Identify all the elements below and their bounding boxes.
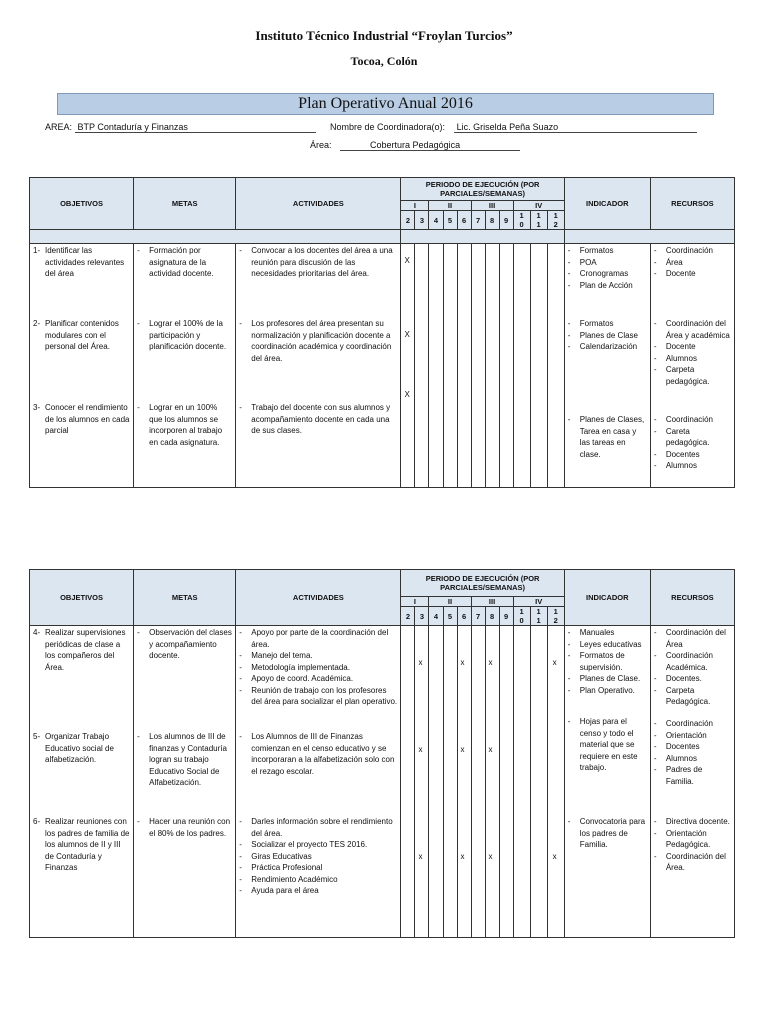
- parcial-ii: II: [429, 201, 471, 211]
- col-objetivos: OBJETIVOS: [30, 178, 134, 230]
- indicador-list: - Formatos - POA - Cronogramas - Plan de Acción: [567, 246, 633, 290]
- indicador-cell: [564, 626, 650, 938]
- objetivo-item: 2- Planificar contenidos modulares con el personal del Área.: [33, 319, 119, 351]
- x-mark: x: [552, 852, 557, 861]
- recursos-list: - Coordinación - Orientación - Docentes - Alumnos - Padres de Familia.: [653, 719, 713, 786]
- header-spacer: [564, 230, 734, 244]
- poa-table-2: [29, 569, 735, 938]
- week-col: [471, 244, 485, 488]
- week-col: [513, 626, 530, 938]
- parcial-iv: IV: [513, 201, 564, 211]
- indicador-list: - Formatos - Planes de Clase - Calendarización: [567, 319, 638, 351]
- header-spacer: [30, 230, 401, 244]
- week-label: 9: [499, 607, 513, 626]
- coordinator-label: Nombre de Coordinadora(o):: [330, 122, 446, 132]
- parcial-iii: III: [471, 597, 513, 607]
- x-mark: x: [460, 852, 465, 861]
- x-mark: X: [404, 256, 410, 265]
- parcial-i: I: [401, 597, 429, 607]
- col-periodo: PERIODO DE EJECUCIÓN (POR PARCIALES/SEMANAS): [401, 570, 564, 597]
- week-label: 9: [499, 211, 513, 230]
- actividades-cell: [236, 244, 401, 488]
- week-label: 5: [443, 211, 457, 230]
- recursos-list: - Coordinación del Área - Coordinación Académica. - Docentes. - Carpeta Pedagógica.: [653, 628, 726, 706]
- week-label: 2: [401, 211, 415, 230]
- coordinator-value: Lic. Griselda Peña Suazo: [454, 122, 697, 133]
- metas-cell: [134, 244, 236, 488]
- plan-title: Plan Operativo Anual 2016: [57, 93, 714, 115]
- week-col: [471, 626, 485, 938]
- col-actividades: ACTIVIDADES: [236, 178, 401, 230]
- actividades-cell: [236, 626, 401, 938]
- week-label: 7: [471, 607, 485, 626]
- objetivos-cell: [30, 626, 134, 938]
- indicador-list: - Planes de Clases, Tarea en casa y las tareas en clase.: [567, 415, 645, 459]
- week-label: 1 0: [513, 211, 530, 230]
- week-col: [415, 626, 429, 938]
- actividad-item: - Convocar a los docentes del área a una reunión para discusión de las necesidades prioritarias del área.: [239, 246, 393, 278]
- col-indicador: INDICADOR: [564, 570, 650, 626]
- week-col: [547, 626, 564, 938]
- recursos-list: - Coordinación - Careta pedagógica. - Docentes - Alumnos: [653, 415, 713, 470]
- week-col: [457, 244, 471, 488]
- area-value: BTP Contaduría y Finanzas: [75, 122, 316, 133]
- col-recursos: RECURSOS: [650, 178, 734, 230]
- week-label: 1 1: [530, 211, 547, 230]
- col-metas: METAS: [134, 178, 236, 230]
- week-col: [443, 626, 457, 938]
- actividad-list: - Darles información sobre el rendimiento del área. - Socializar el proyecto TES 2016. - Giras Educativas - Práctica Profesional - Rendimiento Académico - Ayuda para el área: [239, 817, 393, 895]
- recursos-list: - Coordinación del Área y académica - Docente - Alumnos - Carpeta pedagógica.: [653, 319, 730, 386]
- x-mark: x: [488, 745, 493, 754]
- area-label: AREA:: [45, 122, 73, 132]
- meta-item: - Hacer una reunión con el 80% de los padres.: [137, 817, 231, 838]
- parcial-iii: III: [471, 201, 513, 211]
- parcial-ii: II: [429, 597, 471, 607]
- x-mark: x: [418, 852, 423, 861]
- actividad-list: - Los Alumnos de III de Finanzas comienzan en el censo educativo y se incorporaran a la alfabetización solo con el rezago escolar.: [239, 732, 395, 776]
- x-mark: x: [460, 658, 465, 667]
- week-col: [530, 626, 547, 938]
- col-actividades: ACTIVIDADES: [236, 570, 401, 626]
- institution-name: Instituto Técnico Industrial “Froylan Turcios”: [255, 28, 513, 43]
- week-label: 7: [471, 211, 485, 230]
- week-col: [457, 626, 471, 938]
- parcial-i: I: [401, 201, 429, 211]
- area2-label: Área:: [310, 140, 332, 150]
- x-mark: x: [418, 745, 423, 754]
- week-label: 2: [401, 607, 415, 626]
- week-col: [547, 244, 564, 488]
- recursos-list: - Directiva docente. - Orientación Pedagógica. - Coordinación del Área.: [653, 817, 730, 872]
- objetivo-item: 1- Identificar las actividades relevantes del área: [33, 246, 125, 278]
- col-objetivos: OBJETIVOS: [30, 570, 134, 626]
- actividad-list: - Apoyo por parte de la coordinación del área. - Manejo del tema. - Metodología implementada. - Apoyo de coord. Académica. - Reunión de trabajo con los profesores del área para socializar el plan operativo.: [239, 628, 398, 706]
- col-indicador: INDICADOR: [564, 178, 650, 230]
- city-name: Tocoa, Colón: [350, 54, 418, 68]
- coordinator-line: [330, 122, 697, 133]
- x-mark: x: [488, 852, 493, 861]
- area2-value: Cobertura Pedagógica: [340, 140, 520, 151]
- objetivos-cell: [30, 244, 134, 488]
- week-label: 5: [443, 607, 457, 626]
- x-mark: x: [418, 658, 423, 667]
- indicador-list: - Convocatoria para los padres de Familia.: [567, 817, 646, 849]
- week-col: [499, 244, 513, 488]
- x-mark: x: [460, 745, 465, 754]
- objetivo-item: 3- Conocer el rendimiento de los alumnos en cada parcial: [33, 403, 130, 435]
- meta-item: - Formación por asignatura de la actividad docente.: [137, 246, 214, 278]
- poa-table-1: [29, 177, 735, 488]
- col-periodo: PERIODO DE EJECUCIÓN (POR PARCIALES/SEMANAS): [401, 178, 564, 201]
- week-label: 3: [415, 607, 429, 626]
- meta-item: - Lograr el 100% de la participación y planificación docente.: [137, 319, 227, 351]
- x-mark: X: [404, 390, 410, 399]
- x-mark: x: [552, 658, 557, 667]
- col-recursos: RECURSOS: [650, 570, 734, 626]
- recursos-list: - Coordinación - Área - Docente: [653, 246, 713, 278]
- week-label: 3: [415, 211, 429, 230]
- recursos-cell: [650, 626, 734, 938]
- week-label: 4: [429, 211, 443, 230]
- col-metas: METAS: [134, 570, 236, 626]
- week-col: [443, 244, 457, 488]
- week-col: [499, 626, 513, 938]
- week-col: [401, 626, 415, 938]
- week-col: [401, 244, 415, 488]
- week-label: 6: [457, 211, 471, 230]
- week-col: [513, 244, 530, 488]
- metas-cell: [134, 626, 236, 938]
- week-col: [429, 244, 443, 488]
- recursos-cell: [650, 244, 734, 488]
- week-label: 6: [457, 607, 471, 626]
- week-col: [485, 244, 499, 488]
- area-line: [45, 122, 316, 133]
- indicador-list: - Hojas para el censo y todo el material que se requiere en este trabajo.: [567, 717, 638, 772]
- week-col: [530, 244, 547, 488]
- week-label: 4: [429, 607, 443, 626]
- week-label: 1 2: [547, 211, 564, 230]
- header-spacer: [401, 230, 564, 244]
- week-label: 8: [485, 607, 499, 626]
- x-mark: X: [404, 330, 410, 339]
- actividad-item: - Los profesores del área presentan su normalización y planificación docente a coordinación académica y coordinación del área.: [239, 319, 392, 363]
- area2-line: [310, 140, 520, 151]
- week-label: 8: [485, 211, 499, 230]
- week-col: [485, 626, 499, 938]
- meta-item: - Observación del clases y acompañamiento docente.: [137, 628, 232, 660]
- meta-item: - Lograr en un 100% que los alumnos se incorporen al trabajo en cada asignatura.: [137, 403, 223, 447]
- week-label: 1 1: [530, 607, 547, 626]
- parcial-iv: IV: [513, 597, 564, 607]
- meta-item: - Los alumnos de III de finanzas y Contaduría logran su trabajo Educativo Social de Alfabetización.: [137, 732, 227, 787]
- week-label: 1 2: [547, 607, 564, 626]
- objetivo-item: 5- Organizar Trabajo Educativo social de alfabetización.: [33, 732, 114, 764]
- indicador-cell: [564, 244, 650, 488]
- objetivo-item: 4- Realizar supervisiones periódicas de clase a los compañeros del Área.: [33, 628, 126, 672]
- week-col: [415, 244, 429, 488]
- week-col: [429, 626, 443, 938]
- indicador-list: - Manuales - Leyes educativas - Formatos de supervisión. - Planes de Clase. - Plan Operativo.: [567, 628, 642, 695]
- x-mark: x: [488, 658, 493, 667]
- week-label: 1 0: [513, 607, 530, 626]
- actividad-item: - Trabajo del docente con sus alumnos y acompañamiento docente en cada una de sus clases.: [239, 403, 391, 435]
- objetivo-item: 6- Realizar reuniones con los padres de familia de los alumnos de II y III de Contaduría y Finanzas: [33, 817, 130, 872]
